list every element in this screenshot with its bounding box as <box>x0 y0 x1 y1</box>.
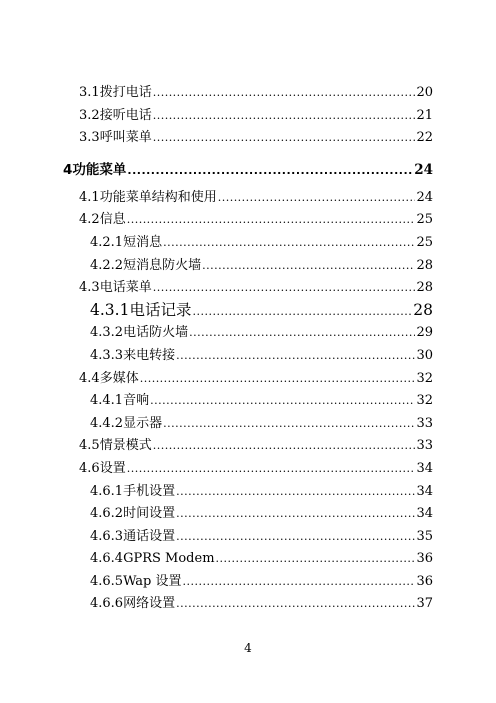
toc-leader-dots <box>176 505 415 522</box>
toc-entry-number: 4.6.1 <box>90 483 124 499</box>
toc-leader-dots <box>176 528 415 545</box>
toc-subentry[interactable] <box>0 505 496 528</box>
toc-entry-page: 36 <box>416 573 433 589</box>
toc-leader-dots <box>192 303 412 320</box>
toc-entry[interactable] <box>0 211 496 234</box>
toc-subentry[interactable] <box>0 302 496 325</box>
toc-entry-title: 信息 <box>99 212 126 228</box>
toc-entry-number: 4.3.2 <box>90 325 124 341</box>
toc-subentry[interactable] <box>0 528 496 551</box>
toc-entry-number: 4.6.2 <box>90 506 124 522</box>
toc-entry-page: 28 <box>413 300 433 319</box>
toc-subentry[interactable] <box>0 550 496 573</box>
toc-entry-title: 短消息 <box>123 234 163 250</box>
toc-entry-page: 29 <box>416 325 433 341</box>
toc-leader-dots <box>153 84 416 101</box>
toc-entry-page: 33 <box>416 415 433 431</box>
toc-entry-title: 拨打电话 <box>99 85 152 100</box>
toc-subentry[interactable] <box>0 392 496 415</box>
toc-entry-page: 24 <box>416 189 433 205</box>
toc-entry-number: 4.6.5 <box>90 573 124 589</box>
toc-entry-number: 3.1 <box>79 85 100 100</box>
toc-subentry[interactable] <box>0 324 496 347</box>
toc-leader-dots <box>189 324 415 341</box>
toc-entry-page: 22 <box>416 130 433 146</box>
toc-entry-page: 21 <box>416 107 433 123</box>
toc-entry-title: 设置 <box>99 460 126 476</box>
toc-entry-page: 34 <box>416 483 433 499</box>
toc-entry-page: 37 <box>416 596 433 612</box>
toc-entry-number: 4.6.4 <box>90 551 124 567</box>
toc-leader-dots <box>127 211 416 228</box>
toc-entry[interactable] <box>0 370 496 393</box>
toc-entry-title: 多媒体 <box>99 370 139 386</box>
toc-entry-number: 4.2.1 <box>90 234 124 250</box>
toc-entry-number: 4.1 <box>79 189 100 205</box>
toc-entry-title: 音响 <box>123 393 150 409</box>
toc-entry-page: 28 <box>416 280 433 296</box>
toc-leader-dots <box>176 483 415 500</box>
toc-entry-number: 3.3 <box>79 130 100 146</box>
toc-entry[interactable] <box>0 279 496 302</box>
toc-entry-title: 网络设置 <box>123 596 176 612</box>
toc-leader-dots <box>153 129 416 146</box>
table-of-contents <box>0 84 496 618</box>
toc-entry-page: 34 <box>416 506 433 522</box>
toc-entry-title: 电话记录 <box>129 300 192 319</box>
toc-entry-title: 电话防火墙 <box>123 325 189 341</box>
toc-entry-title: 功能菜单结构和使用 <box>99 189 217 205</box>
toc-entry-number: 4.2.2 <box>90 257 124 273</box>
toc-entry-page: 28 <box>416 257 433 273</box>
toc-entry-title: 时间设置 <box>123 506 176 522</box>
toc-leader-dots <box>216 550 416 567</box>
toc-entry-page: 20 <box>416 85 433 100</box>
toc-entry-page: 32 <box>416 393 433 409</box>
toc-entry-page: 25 <box>416 234 433 250</box>
toc-entry-title: GPRS Modem <box>123 551 215 567</box>
toc-entry-number: 4.3 <box>79 280 100 296</box>
toc-entry-page: 25 <box>416 212 433 228</box>
toc-entry-page: 30 <box>416 347 433 363</box>
toc-leader-dots <box>153 437 416 454</box>
toc-entry-number: 4.6 <box>79 460 100 476</box>
toc-entry-title: 电话菜单 <box>99 280 152 296</box>
toc-entry-number: 4.4.2 <box>90 415 124 431</box>
toc-leader-dots <box>163 415 415 432</box>
toc-subentry[interactable] <box>0 595 496 618</box>
toc-leader-dots <box>140 370 416 387</box>
toc-subentry[interactable] <box>0 257 496 280</box>
toc-leader-dots <box>183 573 416 590</box>
toc-entry-number: 4.4 <box>79 370 100 386</box>
toc-entry[interactable] <box>0 189 496 212</box>
toc-leader-dots <box>176 595 415 612</box>
toc-entry-number: 4.6.6 <box>90 596 124 612</box>
toc-entry-number: 4.3.3 <box>90 347 124 363</box>
toc-entry-number: 4.4.1 <box>90 393 124 409</box>
toc-leader-dots <box>153 107 416 124</box>
toc-entry-title: 情景模式 <box>99 438 152 454</box>
toc-subentry[interactable] <box>0 347 496 370</box>
toc-entry-title: Wap 设置 <box>123 573 182 589</box>
toc-entry-title: 手机设置 <box>123 483 176 499</box>
toc-leader-dots <box>218 189 416 206</box>
toc-entry[interactable] <box>0 129 496 152</box>
toc-subentry[interactable] <box>0 234 496 257</box>
toc-entry[interactable] <box>0 107 496 130</box>
toc-entry-title: 来电转接 <box>123 347 176 363</box>
toc-entry-number: 4.5 <box>79 438 100 454</box>
toc-subentry[interactable] <box>0 483 496 506</box>
toc-entry-number: 3.2 <box>79 107 100 123</box>
toc-entry[interactable] <box>0 84 496 107</box>
toc-leader-dots <box>153 279 416 296</box>
toc-entry-page: 32 <box>416 370 433 386</box>
toc-chapter-heading[interactable] <box>0 152 496 189</box>
toc-entry-title: 短消息防火墙 <box>123 257 202 273</box>
page-number: 4 <box>244 641 252 655</box>
toc-chapter-page: 24 <box>414 161 433 178</box>
toc-leader-dots <box>127 460 416 477</box>
toc-entry-number: 4.2 <box>79 212 100 228</box>
toc-entry-number: 4.6.3 <box>90 528 124 544</box>
toc-entry-page: 33 <box>416 438 433 454</box>
toc-leader-dots <box>176 347 415 364</box>
toc-entry[interactable] <box>0 460 496 483</box>
toc-entry-page: 35 <box>416 528 433 544</box>
toc-leader-dots <box>127 162 413 179</box>
toc-leader-dots <box>163 234 415 251</box>
toc-entry-number: 4.3.1 <box>90 300 130 319</box>
toc-entry-title: 接听电话 <box>99 107 152 123</box>
toc-leader-dots <box>150 392 415 409</box>
toc-entry-page: 34 <box>416 460 433 476</box>
toc-entry-title: 通话设置 <box>123 528 176 544</box>
toc-entry[interactable] <box>0 437 496 460</box>
toc-leader-dots <box>202 257 415 274</box>
toc-subentry[interactable] <box>0 573 496 596</box>
toc-chapter-title: 功能菜单 <box>72 161 127 178</box>
toc-subentry[interactable] <box>0 415 496 438</box>
toc-entry-title: 呼叫菜单 <box>99 130 152 146</box>
toc-entry-page: 36 <box>416 551 433 567</box>
toc-entry-title: 显示器 <box>123 415 163 431</box>
toc-chapter-number: 4 <box>63 161 73 178</box>
